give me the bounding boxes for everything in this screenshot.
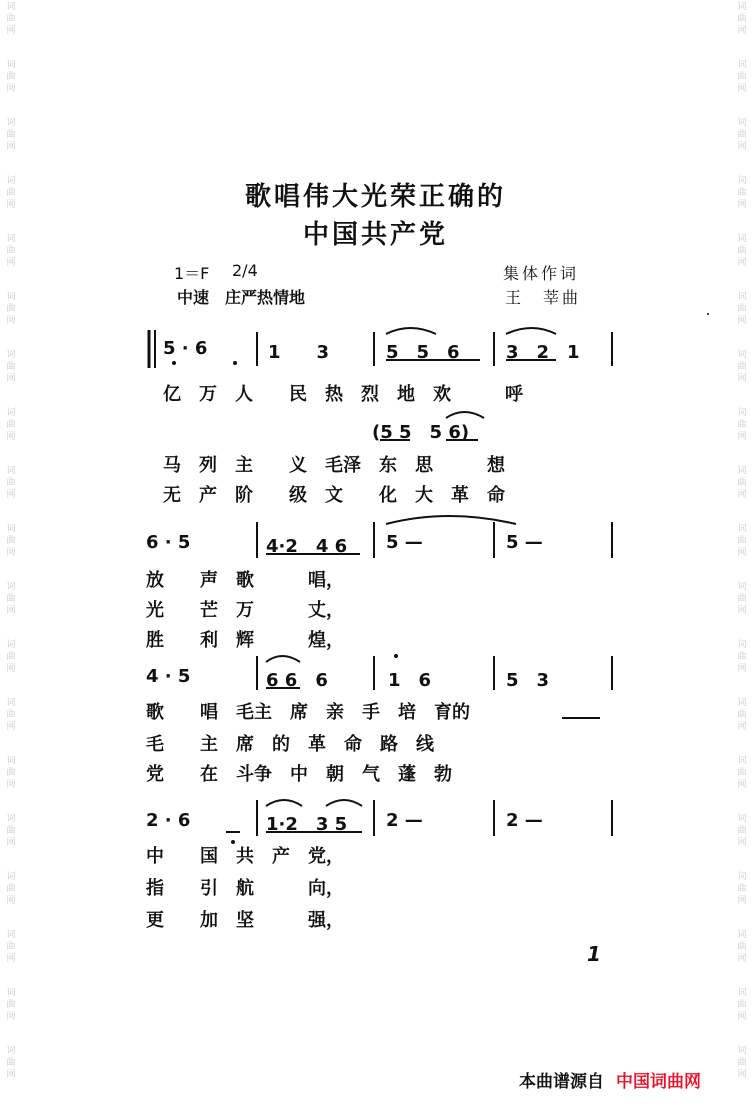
watermark-char: 曲 xyxy=(6,1000,16,1010)
source-site-link[interactable]: 中国词曲网 xyxy=(616,1072,701,1092)
watermark-char: 词 xyxy=(737,350,747,360)
watermark-char: 曲 xyxy=(737,420,747,430)
watermark-char: 词 xyxy=(737,2,747,12)
s3-verse-3: 党 在 斗争 中 朝 气 蓬 勃 xyxy=(146,764,452,785)
watermark-char: 词 xyxy=(737,582,747,592)
watermark-char: 词 xyxy=(6,60,16,70)
s2-verse-1: 放 声 歌 唱， xyxy=(146,570,344,591)
watermark-char: 词 xyxy=(6,176,16,186)
watermark-char: 曲 xyxy=(737,826,747,836)
watermark-char: 词 xyxy=(737,292,747,302)
watermark-char: 网 xyxy=(737,84,747,94)
s2-measure-3: 5 — xyxy=(386,532,423,553)
page-number: 1 xyxy=(587,942,601,966)
watermark-char: 词 xyxy=(6,350,16,360)
watermark-char: 曲 xyxy=(737,942,747,952)
watermark-char: 网 xyxy=(6,84,16,94)
watermark-char: 网 xyxy=(737,838,747,848)
s1-measure-3: 5 5 6 xyxy=(386,342,460,363)
source-prefix: 本曲谱源自 xyxy=(519,1072,604,1092)
watermark-char: 网 xyxy=(737,490,747,500)
s1-measure-1: 5 · 6 xyxy=(163,338,208,359)
watermark-char: 网 xyxy=(6,954,16,964)
watermark-char: 词 xyxy=(6,930,16,940)
watermark-char: 网 xyxy=(737,896,747,906)
watermark-char: 网 xyxy=(6,1012,16,1022)
s4-verse-3: 更 加 坚 强， xyxy=(146,910,344,931)
composer-credit: 王 莘曲 xyxy=(505,288,582,307)
watermark-char: 词 xyxy=(737,930,747,940)
s2-tie xyxy=(386,516,516,524)
watermark-char: 网 xyxy=(737,606,747,616)
s3-measure-3: 1 6 xyxy=(388,670,432,691)
s1-slur xyxy=(386,328,436,334)
watermark-char: 曲 xyxy=(6,594,16,604)
watermark-char: 词 xyxy=(737,408,747,418)
watermark-char: 曲 xyxy=(737,246,747,256)
s1-alt-slur xyxy=(446,412,484,418)
watermark-char: 网 xyxy=(6,548,16,558)
watermark-char: 词 xyxy=(6,118,16,128)
watermark-char: 网 xyxy=(6,142,16,152)
watermark-char: 曲 xyxy=(737,72,747,82)
watermark-char: 网 xyxy=(737,316,747,326)
s2-measure-4: 5 — xyxy=(506,532,543,553)
watermark-char: 网 xyxy=(6,316,16,326)
watermark-char: 词 xyxy=(737,234,747,244)
s1-slur xyxy=(506,328,556,334)
s1-measure-2: 1 3 xyxy=(268,342,330,363)
watermark-char: 词 xyxy=(737,698,747,708)
low-octave-dot xyxy=(172,361,176,365)
watermark-char: 曲 xyxy=(6,710,16,720)
watermark-char: 词 xyxy=(6,524,16,534)
watermark-char: 网 xyxy=(6,780,16,790)
watermark-char: 词 xyxy=(737,756,747,766)
s4-slur xyxy=(326,800,362,806)
watermark-char: 词 xyxy=(6,640,16,650)
watermark-char: 网 xyxy=(6,200,16,210)
time-signature: 2/4 xyxy=(232,261,258,280)
watermark-char: 网 xyxy=(6,258,16,268)
watermark-char: 词 xyxy=(737,1046,747,1056)
key-signature: 1＝F xyxy=(174,264,210,283)
watermark-char: 词 xyxy=(6,2,16,12)
watermark-char: 网 xyxy=(6,722,16,732)
watermark-char: 网 xyxy=(6,490,16,500)
watermark-char: 网 xyxy=(737,548,747,558)
s2-measure-2: 4·2 4 6 xyxy=(266,536,348,557)
s4-measure-2: 1·2 3 5 xyxy=(266,814,348,835)
watermark-char: 曲 xyxy=(6,14,16,24)
watermark-char: 网 xyxy=(737,200,747,210)
watermark-char: 词 xyxy=(6,292,16,302)
low-octave-dot xyxy=(233,361,237,365)
watermark-char: 曲 xyxy=(6,246,16,256)
song-title-line-1: 歌唱伟大光荣正确的 xyxy=(244,182,506,212)
song-title-line-2: 中国共产党 xyxy=(302,220,448,250)
watermark-char: 曲 xyxy=(6,884,16,894)
s1-alt-notes: (5 5 5 6) xyxy=(372,422,470,443)
watermark-char: 词 xyxy=(6,582,16,592)
watermark-char: 网 xyxy=(737,954,747,964)
watermark-char: 网 xyxy=(6,838,16,848)
watermark-char: 曲 xyxy=(737,1058,747,1068)
s2-verse-2: 光 芒 万 丈， xyxy=(146,600,344,621)
watermark-char: 网 xyxy=(737,374,747,384)
watermark-char: 网 xyxy=(737,432,747,442)
watermark-char: 曲 xyxy=(6,420,16,430)
watermark-char: 网 xyxy=(737,258,747,268)
s1-verse-3: 无 产 阶 级 文 化 大 革 命 xyxy=(163,485,505,506)
watermark-char: 曲 xyxy=(6,72,16,82)
s3-measure-4: 5 3 xyxy=(506,670,550,691)
s2-verse-3: 胜 利 辉 煌， xyxy=(146,630,344,651)
watermark-char: 词 xyxy=(737,988,747,998)
s1-measure-4: 3 2 1 xyxy=(506,342,580,363)
watermark-char: 词 xyxy=(6,466,16,476)
watermark-char: 曲 xyxy=(6,362,16,372)
watermark-char: 曲 xyxy=(737,768,747,778)
watermark-char: 词 xyxy=(6,872,16,882)
high-octave-dot xyxy=(394,654,398,658)
watermark-char: 网 xyxy=(737,1012,747,1022)
low-octave-dot xyxy=(231,840,235,844)
watermark-char: 网 xyxy=(6,374,16,384)
watermark-char: 词 xyxy=(737,814,747,824)
watermark-char: 曲 xyxy=(737,710,747,720)
watermark-char: 词 xyxy=(737,872,747,882)
watermark-char: 词 xyxy=(737,118,747,128)
source-credit xyxy=(519,1067,701,1092)
watermark-char: 曲 xyxy=(6,826,16,836)
watermark-char: 词 xyxy=(6,988,16,998)
watermark-char: 曲 xyxy=(737,362,747,372)
watermark-char: 曲 xyxy=(6,304,16,314)
watermark-char: 曲 xyxy=(737,188,747,198)
watermark-char: 词 xyxy=(737,524,747,534)
s3-measure-1: 4 · 5 xyxy=(146,666,191,687)
watermark-char: 词 xyxy=(6,234,16,244)
s4-verse-2: 指 引 航 向， xyxy=(146,878,344,899)
watermark-char: 曲 xyxy=(6,942,16,952)
watermark-char: 网 xyxy=(6,896,16,906)
watermark-char: 曲 xyxy=(737,478,747,488)
watermark-char: 网 xyxy=(6,432,16,442)
watermark-char: 曲 xyxy=(737,130,747,140)
watermark-char: 曲 xyxy=(6,188,16,198)
watermark-char: 曲 xyxy=(6,652,16,662)
s4-measure-4: 2 — xyxy=(506,810,543,831)
watermark-char: 词 xyxy=(737,640,747,650)
watermark-char: 曲 xyxy=(6,130,16,140)
watermark-char: 曲 xyxy=(737,1000,747,1010)
s3-verse-2: 毛 主 席 的 革 命 路 线 xyxy=(146,734,434,755)
watermark-char: 网 xyxy=(737,142,747,152)
watermark-char: 曲 xyxy=(737,594,747,604)
s1-verse-1: 亿 万 人 民 热 烈 地 欢 呼 xyxy=(163,384,523,405)
watermark-char: 网 xyxy=(737,664,747,674)
s1-verse-2: 马 列 主 义 毛泽 东 思 想 xyxy=(163,455,505,476)
stray-mark xyxy=(707,313,709,315)
s4-measure-3: 2 — xyxy=(386,810,423,831)
watermark-char: 曲 xyxy=(6,1058,16,1068)
watermark-char: 词 xyxy=(6,756,16,766)
watermark-char: 词 xyxy=(737,466,747,476)
watermark-char: 曲 xyxy=(6,768,16,778)
watermark-char: 词 xyxy=(6,1046,16,1056)
watermark-char: 网 xyxy=(6,606,16,616)
watermark-char: 曲 xyxy=(737,536,747,546)
lyricist-credit: 集体作词 xyxy=(503,264,580,283)
tempo-marking: 中速 庄严热情地 xyxy=(177,288,306,307)
watermark-char: 词 xyxy=(6,698,16,708)
s4-measure-1: 2 · 6 xyxy=(146,810,191,831)
watermark-char: 网 xyxy=(6,1070,16,1080)
watermark-char: 词 xyxy=(737,176,747,186)
s4-slur xyxy=(266,800,302,806)
watermark-char: 曲 xyxy=(737,652,747,662)
watermark-char: 网 xyxy=(737,780,747,790)
watermark-char: 网 xyxy=(737,722,747,732)
watermark-char: 网 xyxy=(6,26,16,36)
s4-verse-1: 中 国 共 产 党， xyxy=(146,846,344,867)
watermark-char: 曲 xyxy=(737,304,747,314)
watermark-char: 词 xyxy=(737,60,747,70)
watermark-char: 曲 xyxy=(737,14,747,24)
watermark-char: 网 xyxy=(737,1070,747,1080)
s3-measure-2: 6 6 6 xyxy=(266,670,328,691)
s3-verse-1: 歌 唱 毛主 席 亲 手 培 育的 xyxy=(146,702,470,723)
s3-slur xyxy=(266,656,300,662)
watermark-char: 网 xyxy=(6,664,16,674)
watermark-char: 词 xyxy=(6,408,16,418)
watermark-char: 曲 xyxy=(6,478,16,488)
watermark-char: 曲 xyxy=(6,536,16,546)
s2-measure-1: 6 · 5 xyxy=(146,532,191,553)
watermark-char: 词 xyxy=(6,814,16,824)
watermark-char: 曲 xyxy=(737,884,747,894)
watermark-char: 网 xyxy=(737,26,747,36)
